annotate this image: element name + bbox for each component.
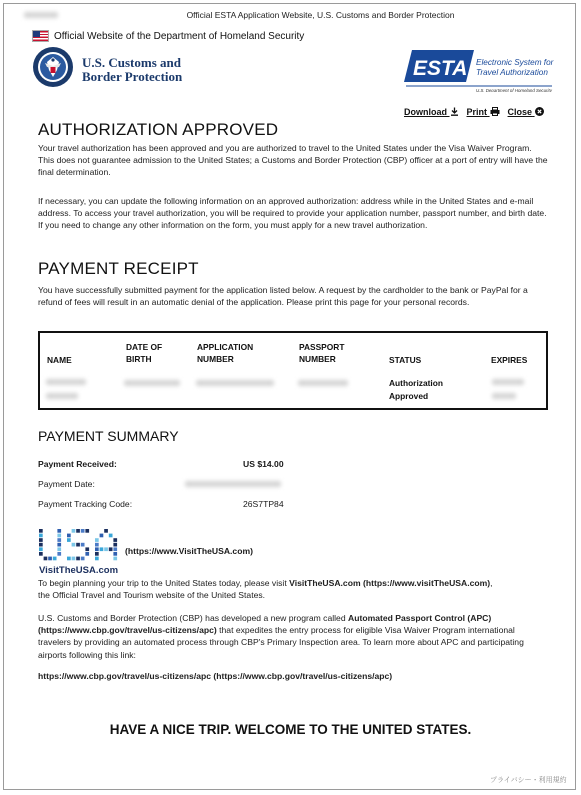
redacted-name-2 (46, 393, 78, 399)
apc-prefix: U.S. Customs and Border Protection (CBP) has developed a new program called (38, 613, 349, 623)
visit-usa-bold-link[interactable]: VisitTheUSA.com (https://www.visitTheUSA.com) (289, 578, 491, 588)
header-app-line2: NUMBER (197, 354, 234, 364)
print-link[interactable] (467, 107, 500, 117)
redacted-dob (124, 380, 180, 386)
tracking-code-value: 26S7TP84 (243, 499, 284, 509)
esta-logo-tagline-2: Travel Authorization (476, 68, 548, 77)
top-note: Official ESTA Application Website, U.S. Customs and Border Protection (186, 10, 455, 20)
payment-received-value: US $14.00 (243, 459, 284, 469)
apc-link-text[interactable]: https://www.cbp.gov/travel/us-citizens/apc (https://www.cbp.gov/travel/us-citizens/apc) (38, 671, 393, 681)
visit-usa-paragraph (38, 577, 548, 601)
esta-logo-tagline-1: Electronic System for (476, 58, 554, 67)
receipt-title: PAYMENT RECEIPT (38, 259, 199, 278)
visit-usa-prefix: To begin planning your trip to the United States today, please visit (38, 578, 290, 588)
us-flag-icon (32, 30, 49, 42)
cbp-name (82, 56, 182, 84)
download-link[interactable] (404, 107, 459, 117)
apc-program-name: Automated Passport Control (APC) (348, 613, 492, 623)
redacted-expires (492, 379, 524, 385)
close-icon (535, 107, 544, 116)
header-dob (126, 341, 162, 365)
esta-logo-wordmark: ESTA (413, 57, 468, 80)
redacted-name (46, 379, 86, 385)
print-label: Print (466, 107, 488, 117)
apc-link[interactable] (38, 670, 548, 682)
approval-paragraph-1: Your travel authorization has been approved and you are authorized to travel to the United States under the Visa Waiver Program. This does not guarantee admission to the United States; a Customs and Border Protection (CBP) officer at a port of entry will have the final determination. (38, 143, 548, 178)
esta-logo-department: U.S. Department of Homeland Security (476, 88, 552, 92)
visit-usa-line2: the Official Travel and Tourism website of the United States. (38, 590, 266, 601)
redacted-passport-number (298, 380, 348, 386)
apc-url[interactable]: (https://www.cbp.gov/travel/us-citizens/apc) (38, 625, 217, 636)
redacted-expires-2 (492, 393, 516, 399)
header-status: STATUS (389, 355, 422, 365)
redacted-payment-date (185, 481, 281, 487)
payment-received-label: Payment Received: (38, 459, 117, 469)
payment-date-label: Payment Date: (38, 479, 95, 489)
status-value-line2: Approved (389, 390, 429, 401)
close-link[interactable] (508, 107, 544, 117)
receipt-table (38, 331, 548, 410)
close-label: Close (507, 107, 533, 117)
apc-rest: that expedites the entry process for eligible Visa Waiver Program international travelers by providing an automated process through CBP's Primary Inspection area. To learn more about APC and participating airports following this link: (38, 625, 524, 660)
gov-banner (32, 30, 304, 42)
cbp-name-line2: Border Protection (82, 69, 183, 84)
esta-logo (404, 48, 554, 92)
printer-icon (490, 107, 500, 116)
header-application-number (197, 341, 253, 365)
header-name: NAME (47, 355, 72, 365)
summary-title: PAYMENT SUMMARY (38, 428, 179, 444)
download-label: Download (404, 107, 447, 117)
cbp-name-line1: U.S. Customs and (82, 55, 181, 70)
gov-banner-text: Official Website of the Department of Homeland Security (54, 30, 305, 42)
privacy-link[interactable]: プライバシー・利用規約 (490, 777, 567, 784)
approval-paragraph-2: If necessary, you can update the following information on an approved authorization: address while in the United States and e-mail address. To access your travel authorization, you will be required to provide your application number, passport number, and birth date. If you need to change any other information on the form, you must apply for a new travel authorization. (38, 196, 547, 231)
header-passport-line1: PASSPORT (299, 342, 345, 352)
closing-message: HAVE A NICE TRIP. WELCOME TO THE UNITED STATES. (109, 722, 472, 737)
header-expires: EXPIRES (491, 355, 528, 365)
visit-usa-logo (37, 527, 123, 575)
receipt-intro: You have successfully submitted payment for the application listed below. A request by the cardholder to the bank or PayPal for a refund of fees will result in an automatic denial of the application. Please print this page for your personal records. (38, 285, 528, 308)
approval-title: AUTHORIZATION APPROVED (38, 120, 279, 139)
header-passport-line2: NUMBER (299, 354, 336, 364)
dhs-seal-icon (32, 46, 74, 88)
status-value (389, 377, 443, 402)
action-bar (404, 107, 544, 117)
tracking-code-label: Payment Tracking Code: (38, 499, 133, 509)
header-dob-line2: BIRTH (126, 354, 152, 364)
redacted-application-number (196, 380, 274, 386)
header-dob-line1: DATE OF (126, 342, 163, 352)
visit-usa-link[interactable]: (https://www.VisitTheUSA.com) (125, 546, 253, 556)
header-app-line1: APPLICATION (197, 342, 254, 352)
visit-usa-logo-caption: VisitTheUSA.com (39, 565, 119, 575)
header-passport-number (299, 341, 344, 365)
apc-paragraph (38, 612, 548, 661)
download-icon (450, 107, 459, 116)
visit-usa-suffix: , (490, 578, 493, 588)
status-value-line1: Authorization (389, 378, 443, 388)
